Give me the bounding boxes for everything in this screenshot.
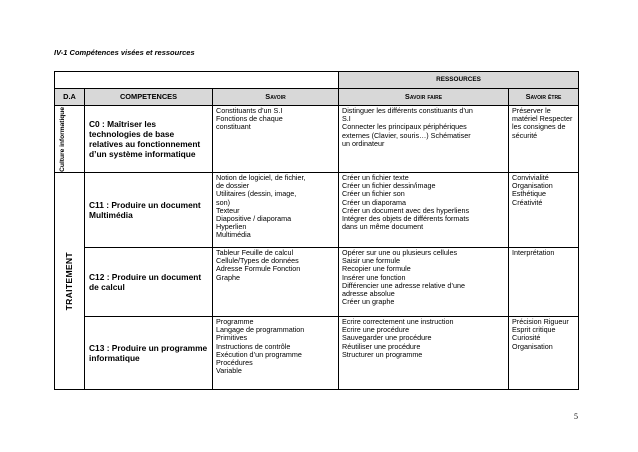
competences-header: COMPETENCES [85,89,213,106]
savoir-faire-line: Ecrire une procédure [342,325,410,335]
savoir-cell [213,248,339,317]
savoir-header: Savoir [213,89,339,106]
savoir-cell [213,173,339,248]
savoir-line: de dossier [216,181,250,191]
table-row [55,317,579,390]
savoir-faire-line: Créer un fichier texte [342,173,409,182]
savoir-faire-cell [339,173,509,248]
savoir-etre-line: Curiosité [512,333,541,343]
savoir-faire-line: Connecter les principaux périphériques [342,122,467,132]
table-row [55,173,579,248]
empty-header-cell [55,72,339,89]
savoir-line: Instructions de contrôle [216,341,291,351]
savoir-etre-line: Précision Rigueur [512,317,569,326]
savoir-faire-line: Structurer un programme [342,349,423,359]
savoir-faire-line: un ordinateur [342,138,385,148]
savoir-line: Notion de logiciel, de fichier, [216,173,306,182]
savoir-etre-line: Convivialité [512,173,549,182]
savoir-line: son) [216,197,230,207]
savoir-line: Variable [216,366,242,376]
domain-label-traitement: TRAITEMENT [64,251,75,311]
table-row [55,106,579,173]
savoir-faire-line: Créer un document avec des hyperliens [342,205,470,215]
savoir-faire-line: S.I [342,114,351,124]
savoir-etre-line: Créativité [512,197,543,207]
domain-cell-culture [55,106,85,173]
savoir-etre-line: Interprétation [512,248,555,257]
savoir-faire-line: Sauvegarder une procédure [342,333,432,343]
savoir-faire-line: dans un même document [342,222,424,232]
savoir-line: Hyperlien [216,222,247,232]
savoir-line: Multimédia [216,230,251,240]
savoir-faire-line: Recopier une formule [342,264,411,274]
savoir-line: Fonctions de chaque [216,114,283,124]
savoir-faire-line: externes (Clavier, souris…) Schématiser [342,130,471,140]
savoir-line: Graphe [216,272,240,282]
savoir-cell [213,106,339,173]
savoir-line: Constituants d’un S.I [216,106,283,115]
section-title: IV-1 Compétences visées et ressources [54,48,195,57]
ressources-header: RESSOURCES [339,72,579,89]
column-header-row [55,89,579,106]
savoir-line: Adresse Formule Fonction [216,264,301,274]
da-header: D.A [55,89,85,106]
savoir-faire-line: Insérer une fonction [342,272,406,282]
savoir-cell [213,317,339,390]
competences-table [54,71,579,390]
savoir-etre-cell [509,106,579,173]
savoir-faire-line: Différencier une adresse relative d’une [342,280,465,290]
savoir-etre-line: Préserver le [512,106,551,115]
savoir-faire-line: Ecrire correctement une instruction [342,317,454,326]
savoir-etre-line: matériel Respecter [512,114,573,124]
ressources-header-row [55,72,579,89]
savoir-faire-cell [339,248,509,317]
savoir-faire-line: Créer un diaporama [342,197,406,207]
savoir-etre-cell [509,248,579,317]
savoir-line: Procédures [216,358,253,368]
savoir-line: Texteur [216,205,240,215]
savoir-etre-line: Esprit critique [512,325,556,335]
savoir-faire-line: Distinguer les différents constituants d’un [342,106,473,115]
savoir-line: Langage de programmation [216,325,305,335]
savoir-faire-line: Créer un graphe [342,297,395,307]
savoir-faire-line: Créer un fichier son [342,189,405,199]
savoir-line: Primitives [216,333,248,343]
savoir-etre-line: les consignes de [512,122,566,132]
savoir-faire-cell [339,106,509,173]
savoir-line: Exécution d’un programme [216,349,302,359]
domain-label-culture: Culture informatique [58,106,66,172]
savoir-faire-line: Intégrer des objets de différents formats [342,214,469,224]
competence-cell: C0 : Maîtriser les technologies de base relatives au fonctionnement d’un système informatique [85,106,213,173]
savoir-line: Programme [216,317,254,326]
savoir-etre-header: Savoir être [509,89,579,106]
savoir-faire-cell [339,317,509,390]
savoir-faire-line: Opérer sur une ou plusieurs cellules [342,248,458,257]
savoir-faire-line: adresse absolue [342,289,395,299]
savoir-etre-line: sécurité [512,130,538,140]
savoir-etre-line: Organisation [512,341,553,351]
savoir-faire-header: Savoir faire [339,89,509,106]
savoir-etre-line: Organisation [512,181,553,191]
domain-cell-traitement [55,173,85,390]
savoir-line: Tableur Feuille de calcul [216,248,294,257]
savoir-faire-line: Créer un fichier dessin/image [342,181,436,191]
savoir-etre-cell [509,173,579,248]
savoir-faire-line: Réutiliser une procédure [342,341,421,351]
savoir-etre-line: Esthétique [512,189,546,199]
page-number: 5 [574,412,578,421]
savoir-etre-cell [509,317,579,390]
savoir-line: constituant [216,122,251,132]
competence-cell: C13 : Produire un programme informatique [85,317,213,390]
competence-cell: C11 : Produire un document Multimédia [85,173,213,248]
competence-cell: C12 : Produire un document de calcul [85,248,213,317]
savoir-line: Utilitaires (dessin, image, [216,189,297,199]
savoir-faire-line: Saisir une formule [342,256,400,266]
savoir-line: Cellule/Types de données [216,256,299,266]
savoir-line: Diapositive / diaporama [216,214,292,224]
table-row [55,248,579,317]
